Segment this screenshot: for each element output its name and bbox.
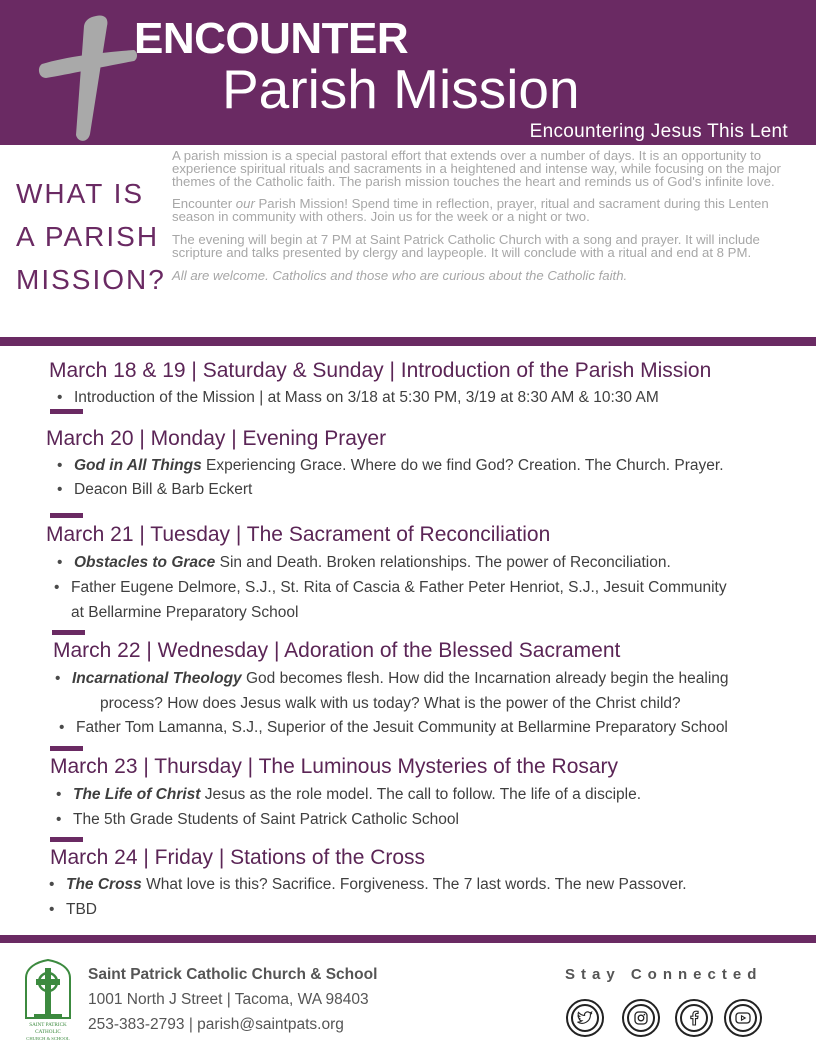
- svg-text:CHURCH & SCHOOL: CHURCH & SCHOOL: [26, 1036, 70, 1041]
- section-title-march-23: March 23 | Thursday | The Luminous Mysteries of the Rosary: [50, 755, 619, 778]
- theme-incarnational-theology: Incarnational Theology: [72, 670, 242, 687]
- what-is-line3: MISSION?: [16, 264, 166, 295]
- twitter-icon[interactable]: [566, 999, 604, 1037]
- facebook-icon[interactable]: [675, 999, 713, 1037]
- intro-text: [172, 150, 804, 292]
- section-divider: [50, 409, 83, 414]
- title-encounter: ENCOUNTER: [134, 14, 409, 63]
- list-item: [74, 456, 724, 476]
- theme-the-cross: The Cross: [66, 876, 142, 893]
- list-item: [66, 875, 687, 895]
- tagline: Encountering Jesus This Lent: [529, 121, 788, 142]
- parish-logo: [20, 958, 76, 1044]
- list-item: • Father Eugene Delmore, S.J., St. Rita of Cascia & Father Peter Henriot, S.J., Jesuit Community: [71, 578, 727, 598]
- theme-description: What love is this? Sacrifice. Forgiveness. The 7 last words. The new Passover.: [141, 876, 687, 893]
- list-item: • The 5th Grade Students of Saint Patrick Catholic School: [73, 810, 459, 830]
- what-is-heading: [16, 172, 166, 301]
- cross-icon: [38, 12, 138, 142]
- theme-god-in-all-things: God in All Things: [74, 457, 202, 474]
- section-title-march-20: March 20 | Monday | Evening Prayer: [46, 427, 387, 450]
- list-item: • Introduction of the Mission | at Mass on 3/18 at 5:30 PM, 3/19 at 8:30 AM & 10:30 AM: [74, 388, 659, 408]
- section-title-march-18-19: March 18 & 19 | Saturday & Sunday | Introduction of the Parish Mission: [49, 359, 712, 382]
- list-item: [72, 669, 729, 689]
- contact: 253-383-2793 | parish@saintpats.org: [88, 1016, 344, 1033]
- divider-bottom: [0, 935, 816, 943]
- intro-p2-end: Parish Mission! Spend time in reflection, prayer, ritual and sacrament during this Lenten season in community with others. Join us for the week or a night or two.: [172, 196, 769, 225]
- section-title-march-24: March 24 | Friday | Stations of the Cross: [50, 846, 426, 869]
- list-item: • TBD: [66, 900, 97, 920]
- org-name: Saint Patrick Catholic Church & School: [88, 966, 378, 983]
- section-divider: [52, 630, 85, 635]
- theme-description: God becomes flesh. How did the Incarnation already begin the healing: [241, 670, 729, 687]
- section-divider: [50, 837, 83, 842]
- youtube-icon[interactable]: [724, 999, 762, 1037]
- divider-top: [0, 337, 816, 346]
- list-item-continued: process? How does Jesus walk with us today? What is the power of the Christ child?: [100, 695, 681, 712]
- title-parish-mission: Parish Mission: [222, 58, 580, 120]
- section-divider: [50, 513, 83, 518]
- svg-text:CATHOLIC: CATHOLIC: [35, 1029, 61, 1035]
- theme-description: Sin and Death. Broken relationships. The power of Reconciliation.: [215, 554, 671, 571]
- list-item-continued: at Bellarmine Preparatory School: [71, 604, 299, 621]
- intro-paragraph-3: The evening will begin at 7 PM at Saint Patrick Catholic Church with a song and prayer. It will include scripture and talks presented by clergy and laypeople. It will conclude with a ritual and end at 8 PM.: [172, 231, 760, 260]
- theme-life-of-christ: The Life of Christ: [73, 786, 201, 803]
- intro-paragraph-4: All are welcome. Catholics and those who are curious about the Catholic faith.: [172, 267, 628, 283]
- address: 1001 North J Street | Tacoma, WA 98403: [88, 991, 369, 1008]
- what-is-line1: WHAT IS: [16, 178, 145, 209]
- section-divider: [50, 746, 83, 751]
- intro-p2-start: Encounter: [172, 196, 236, 212]
- intro-paragraph-1: A parish mission is a special pastoral effort that extends over a number of days. It is an opportunity to experience spiritual rituals and sacraments in a heightened and intense way, while focusing on the major themes of the Catholic faith. The parish mission touches the heart and reminds us of God's infinite love.: [172, 148, 781, 189]
- theme-obstacles-to-grace: Obstacles to Grace: [74, 554, 216, 571]
- list-item: [73, 785, 641, 805]
- section-title-march-22: March 22 | Wednesday | Adoration of the Blessed Sacrament: [53, 639, 621, 662]
- list-item: [74, 553, 671, 573]
- theme-description: Jesus as the role model. The call to follow. The life of a disciple.: [200, 786, 641, 803]
- instagram-icon[interactable]: [622, 999, 660, 1037]
- intro-paragraph-2: [172, 198, 804, 224]
- list-item: • Deacon Bill & Barb Eckert: [74, 480, 252, 500]
- header-banner: [0, 0, 816, 145]
- what-is-line2: A PARISH: [16, 221, 160, 252]
- section-title-march-21: March 21 | Tuesday | The Sacrament of Reconciliation: [46, 523, 551, 546]
- svg-text:SAINT PATRICK: SAINT PATRICK: [29, 1022, 67, 1028]
- stay-connected: Stay Connected: [565, 966, 763, 983]
- theme-description: Experiencing Grace. Where do we find God? Creation. The Church. Prayer.: [201, 457, 724, 474]
- intro-p2-emphasis: our: [235, 196, 255, 212]
- list-item: • Father Tom Lamanna, S.J., Superior of the Jesuit Community at Bellarmine Preparatory School: [76, 718, 728, 738]
